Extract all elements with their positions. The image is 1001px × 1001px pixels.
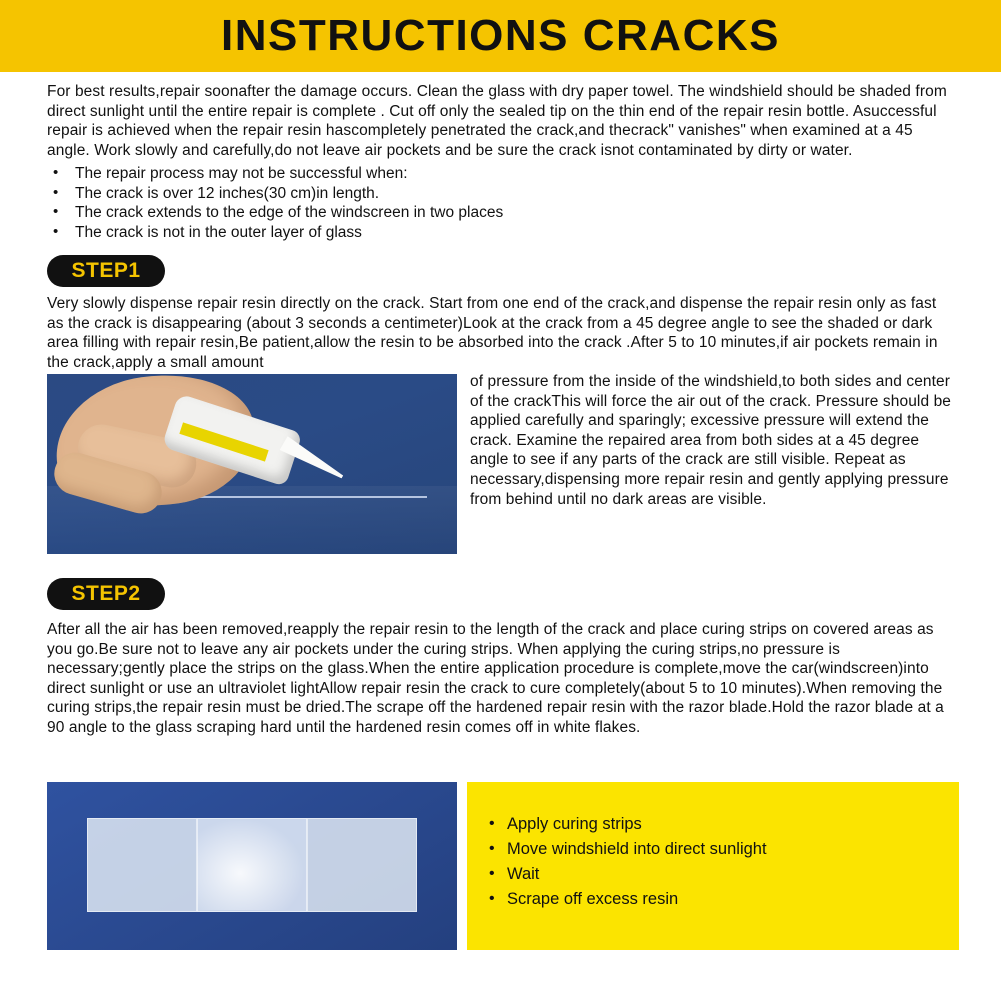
list-item: • The crack is over 12 inches(30 cm)in length. <box>47 184 957 204</box>
step2-paragraph: After all the air has been removed,reapply the repair resin to the length of the crack and place curing strips on covered areas as you go.Be sure not to leave any air pockets under the curing strips. When applying the curing strips,no pressure is necessary;gently place the strips on the glass.When the entire application procedure is complete,move the car(windscreen)into direct sunlight or use an ultraviolet lightAllow repair resin the crack to cure completely(about 5 to 10 minutes).When removing the curing strips,the repair resin must be dried.The scrape off the hardened repair resin with the razor blade.Hold the razor blade at a 90 angle to the glass scraping hard until the hardened resin comes off in white flakes. <box>47 621 944 736</box>
list-item: • Scrape off excess resin <box>467 887 959 912</box>
step1-badge-label: STEP1 <box>71 259 141 282</box>
step1-paragraph-top: Very slowly dispense repair resin directly on the crack. Start from one end of the crack,and dispense the repair resin only as fast as the crack is disappearing (about 3 seconds a centimeter)Look at the crack from a 45 degree angle to see the shaded or dark area filling with repair resin,Be patient,allow the resin to be absorbed into the crack .After 5 to 10 minutes,if air pockets remain in the crack,apply a small amount <box>47 295 938 371</box>
curing-strip <box>87 818 197 912</box>
page-header <box>0 0 1001 72</box>
step2-summary-list <box>467 812 959 912</box>
list-item: • The crack extends to the edge of the windscreen in two places <box>47 203 957 223</box>
list-item: • The repair process may not be successful when: <box>47 164 957 184</box>
list-item: • Move windshield into direct sunlight <box>467 837 959 862</box>
crack-line <box>197 496 427 498</box>
step2-badge-label: STEP2 <box>71 582 141 605</box>
step1-badge <box>47 255 165 287</box>
step2-photo <box>47 782 457 950</box>
step1-paragraph-wrap: of pressure from the inside of the windshield,to both sides and center of the crackThis will force the air out of the crack. Pressure should be applied carefully and sparingly; excessive pressure will extend the crack. Examine the repaired area from both sides at a 45 degree angle to see if any parts of the crack are still visible. Repeat as necessary,dispensing more repair resin and gently applying pressure from behind until no dark areas are visible. <box>470 373 952 508</box>
curing-strip <box>307 818 417 912</box>
step2-badge <box>47 578 165 610</box>
step1-photo <box>47 374 457 554</box>
list-item: • Apply curing strips <box>467 812 959 837</box>
page-title: INSTRUCTIONS CRACKS <box>221 11 780 60</box>
intro-paragraph: For best results,repair soonafter the damage occurs. Clean the glass with dry paper towel. The windshield should be shaded from direct sunlight until the entire repair is complete . Cut off only the sealed tip on the thin end of the repair resin bottle. Asuccessful repair is achieved when the repair resin hascompletely penetrated the crack,and thecrack" vanishes" when examined at a 45 angle. Work slowly and carefully,do not leave air pockets and be sure the crack isnot contaminated by dirty or water. <box>47 83 947 159</box>
list-item: • The crack is not in the outer layer of glass <box>47 223 957 243</box>
strip-sheen <box>197 818 305 910</box>
intro-bullet-list <box>47 164 957 242</box>
list-item: • Wait <box>467 862 959 887</box>
